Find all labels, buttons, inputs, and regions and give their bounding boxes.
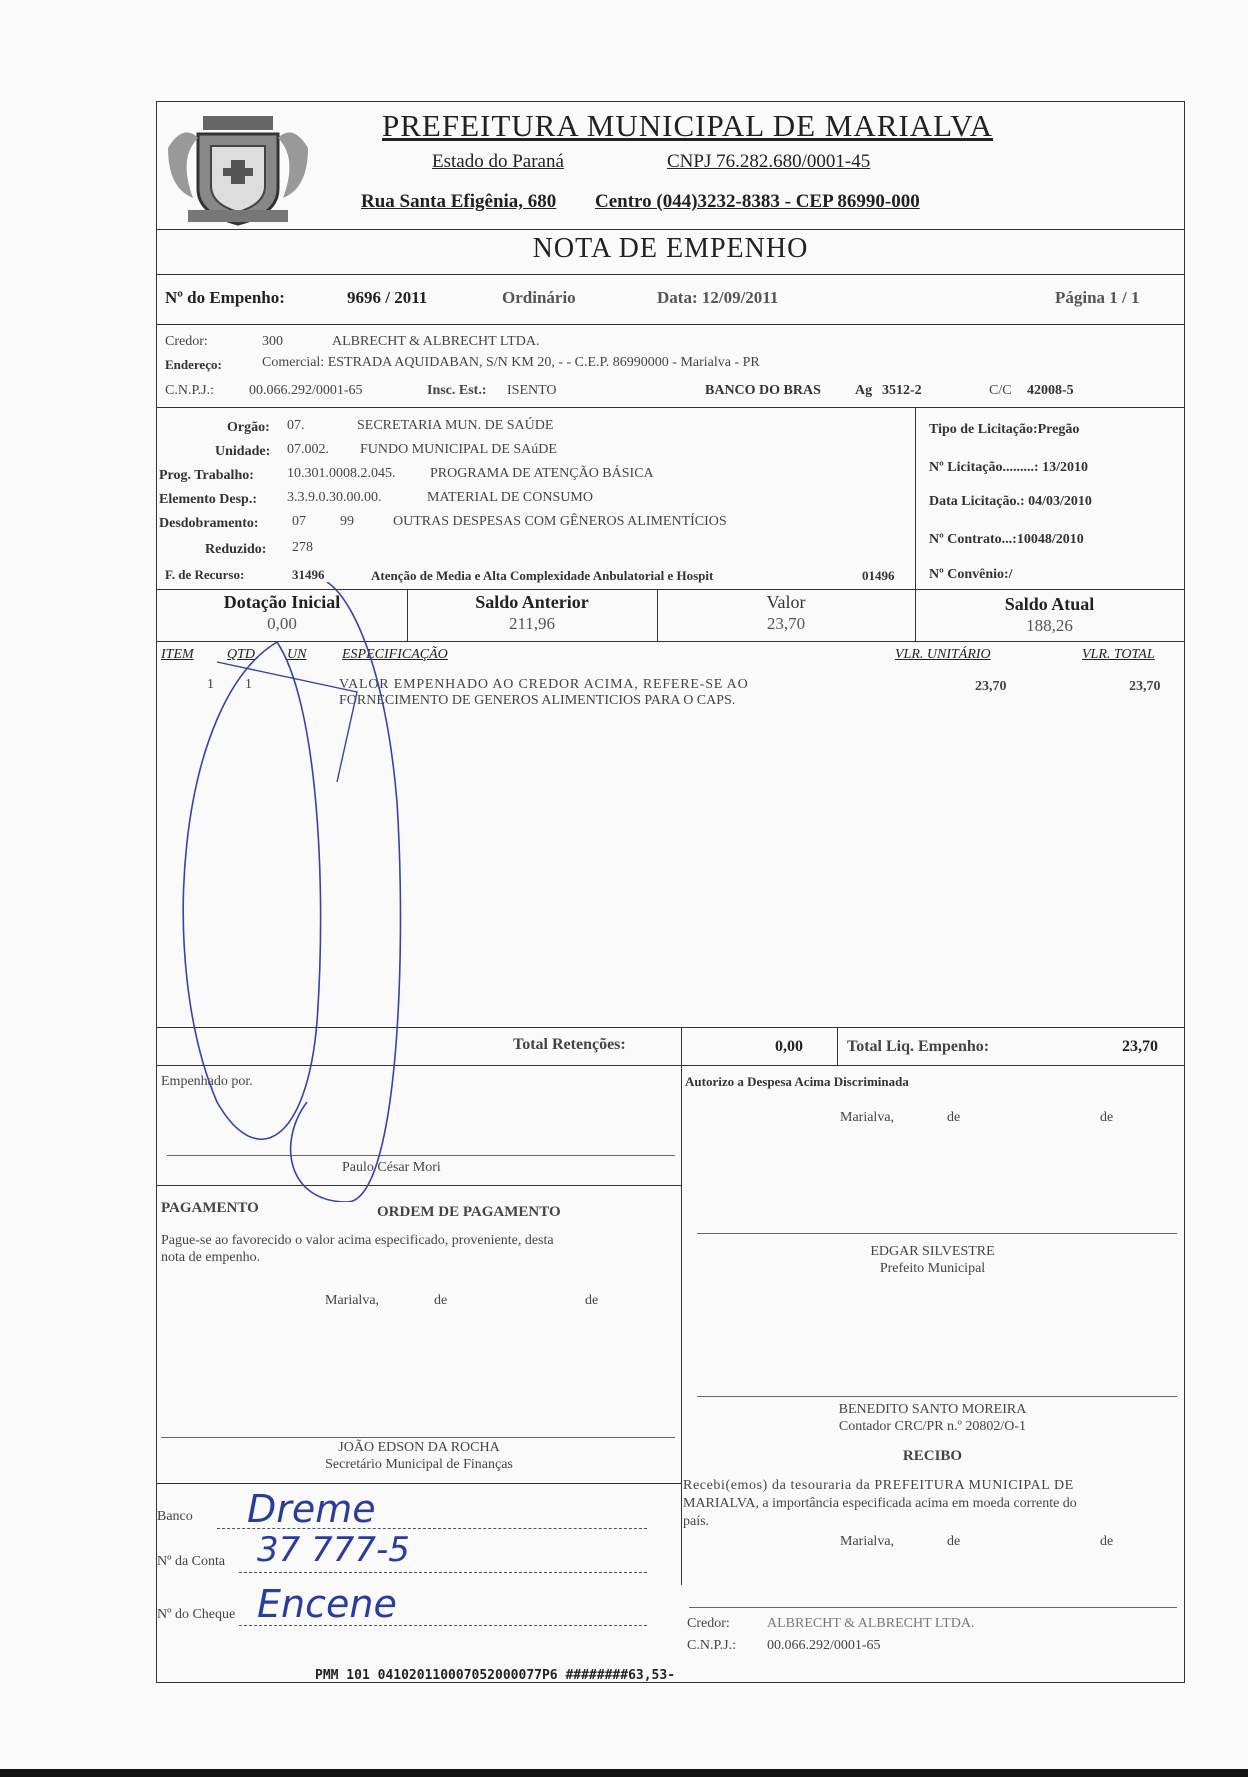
ag-label: Ag xyxy=(855,383,873,398)
divider xyxy=(837,1027,838,1065)
recibo-place: Marialva, xyxy=(840,1534,895,1549)
item-spec-line1: VALOR EMPENHADO AO CREDOR ACIMA, REFERE-SE AO xyxy=(339,677,749,692)
prog-code: 10.301.0008.2.045. xyxy=(287,466,396,481)
liq-label: Total Liq. Empenho: xyxy=(847,1038,990,1055)
desd-label: Desdobramento: xyxy=(159,516,259,531)
banco-label: Banco xyxy=(157,1509,193,1524)
elem-label: Elemento Desp.: xyxy=(159,492,257,507)
desd-name: OUTRAS DESPESAS COM GÊNEROS ALIMENTÍCIOS xyxy=(393,514,727,529)
contrato: Nº Contrato...:10048/2010 xyxy=(929,532,1084,547)
pagamento-de1: de xyxy=(434,1293,448,1308)
empenho-num-label: Nº do Empenho: xyxy=(165,288,285,307)
divider xyxy=(157,229,1184,230)
cheque-label: Nº do Cheque xyxy=(157,1607,236,1622)
credor-label: Credor: xyxy=(165,334,208,349)
cheque-handwriting: Encene xyxy=(257,1582,397,1626)
recibo-title: RECIBO xyxy=(902,1448,963,1464)
signer-paulo: Paulo César Mori xyxy=(342,1160,441,1175)
unidade-code: 07.002. xyxy=(287,442,329,457)
tipo-licitacao: Tipo de Licitação:Pregão xyxy=(929,422,1080,437)
autorizo-place: Marialva, xyxy=(840,1110,895,1125)
convenio: Nº Convênio:/ xyxy=(929,567,1013,582)
signature-line xyxy=(697,1396,1177,1397)
header-district: Centro (044)3232-8383 - CEP 86990-000 xyxy=(595,191,920,212)
credor-cnpj: 00.066.292/0001-65 xyxy=(249,383,363,398)
ordem-title: ORDEM DE PAGAMENTO xyxy=(377,1204,561,1220)
scan-edge xyxy=(0,1769,1248,1777)
ie-label: Insc. Est.: xyxy=(427,383,487,398)
recibo-text2: MARIALVA, a importância especificada acima em moeda corrente do xyxy=(683,1496,1077,1511)
col-item: ITEM xyxy=(161,647,194,662)
signature-line xyxy=(697,1233,1177,1234)
unidade-label: Unidade: xyxy=(215,444,271,459)
elem-name: MATERIAL DE CONSUMO xyxy=(427,490,593,505)
credor-ie: ISENTO xyxy=(507,383,557,398)
reduzido-value: 278 xyxy=(292,540,313,555)
signer-benedito: BENEDITO SANTO MOREIRA xyxy=(838,1402,1027,1417)
pagamento-title: PAGAMENTO xyxy=(161,1200,259,1216)
valor-label: Valor xyxy=(766,592,806,612)
divider xyxy=(681,1027,682,1065)
item-number: 1 xyxy=(207,677,214,692)
recurso-label: F. de Recurso: xyxy=(165,567,245,582)
signer-joao-role: Secretário Municipal de Finanças xyxy=(325,1457,513,1472)
divider xyxy=(157,324,1184,325)
signer-edgar-role: Prefeito Municipal xyxy=(879,1261,986,1276)
pagamento-text2: nota de empenho. xyxy=(161,1250,261,1265)
col-qtd: QTD xyxy=(227,647,256,662)
recibo-cnpj-label: C.N.P.J.: xyxy=(687,1638,737,1653)
col-total: VLR. TOTAL xyxy=(1082,647,1155,662)
divider xyxy=(915,407,916,589)
cnpj-label: C.N.P.J.: xyxy=(165,383,215,398)
pen-rubric-mark xyxy=(157,582,487,1202)
recurso-code: 31496 xyxy=(292,567,325,582)
address-label: Endereço: xyxy=(165,357,222,372)
atual-value: 188,26 xyxy=(1026,616,1073,635)
col-unit: VLR. UNITÁRIO xyxy=(895,647,991,662)
credor-name: ALBRECHT & ALBRECHT LTDA. xyxy=(332,334,540,349)
item-unit-price: 23,70 xyxy=(975,679,1007,694)
recibo-text1: Recebi(emos) da tesouraria da PREFEITURA MUNICIPAL DE xyxy=(683,1478,1074,1493)
signature-line xyxy=(689,1607,1177,1608)
reduzido-label: Reduzido: xyxy=(205,542,267,557)
signature-line xyxy=(161,1437,675,1438)
footer-code: PMM 101 041020110007052000077P6 ########63,53- xyxy=(315,1668,676,1683)
col-un: UN xyxy=(287,647,307,662)
empenhado-label: Empenhado por. xyxy=(161,1074,253,1089)
dotacao-value: 0,00 xyxy=(267,614,297,633)
valor-value: 23,70 xyxy=(766,614,806,633)
unidade-name: FUNDO MUNICIPAL DE SAúDE xyxy=(360,442,557,457)
dotacao-label: Dotação Inicial xyxy=(223,592,341,612)
recurso-code2: 01496 xyxy=(862,568,895,583)
empenho-page: Página 1 / 1 xyxy=(1055,288,1140,307)
pagamento-de2: de xyxy=(585,1293,599,1308)
conta-line xyxy=(239,1572,647,1573)
credor-address: Comercial: ESTRADA AQUIDABAN, S/N KM 20, - - C.E.P. 86990000 - Marialva - PR xyxy=(262,355,760,370)
recibo-de1: de xyxy=(947,1534,961,1549)
empenho-num: 9696 / 2011 xyxy=(347,288,428,307)
credor-cc: 42008-5 xyxy=(1027,383,1074,398)
empenho-date: Data: 12/09/2011 xyxy=(657,288,779,307)
recibo-de2: de xyxy=(1100,1534,1114,1549)
orgao-label: Orgão: xyxy=(227,420,270,435)
desd-code: 07 xyxy=(292,514,306,529)
divider xyxy=(681,1065,682,1585)
header-cnpj: CNPJ 76.282.680/0001-45 xyxy=(667,151,871,172)
orgao-name: SECRETARIA MUN. DE SAÚDE xyxy=(357,418,554,433)
desd-num: 99 xyxy=(340,514,354,529)
anterior-label: Saldo Anterior xyxy=(475,592,589,612)
coat-of-arms-logo xyxy=(163,108,313,233)
item-total-price: 23,70 xyxy=(1129,679,1161,694)
signer-joao: JOÃO EDSON DA ROCHA xyxy=(338,1440,500,1455)
anterior-value: 211,96 xyxy=(508,614,556,633)
divider xyxy=(157,1483,681,1484)
divider xyxy=(157,274,1184,275)
recurso-name: Atenção de Media e Alta Complexidade Anbulatorial e Hospit xyxy=(371,568,714,583)
autorizo-text: Autorizo a Despesa Acima Discriminada xyxy=(685,1074,909,1089)
col-spec: ESPECIFICAÇÃO xyxy=(342,647,448,662)
doc-type-title: NOTA DE EMPENHO xyxy=(532,233,809,264)
autorizo-de2: de xyxy=(1100,1110,1114,1125)
orgao-code: 07. xyxy=(287,418,305,433)
pagamento-text1: Pague-se ao favorecido o valor acima especificado, proveniente, desta xyxy=(161,1233,554,1248)
recibo-text3: país. xyxy=(683,1514,710,1529)
licitacao-data: Data Licitação.: 04/03/2010 xyxy=(929,494,1092,509)
document-frame xyxy=(156,101,1185,1683)
item-spec-line2: FORNECIMENTO DE GENEROS ALIMENTICIOS PARA O CAPS. xyxy=(339,693,736,708)
header-title: PREFEITURA MUNICIPAL DE MARIALVA xyxy=(382,108,994,143)
signer-benedito-role: Contador CRC/PR n.º 20802/O-1 xyxy=(838,1419,1027,1434)
prog-label: Prog. Trabalho: xyxy=(159,468,254,483)
header-address: Rua Santa Efigênia, 680 xyxy=(361,191,557,212)
conta-handwriting: 37 777-5 xyxy=(257,1530,410,1570)
divider xyxy=(157,407,1184,408)
empenho-kind: Ordinário xyxy=(502,288,576,307)
header-state: Estado do Paraná xyxy=(432,151,564,172)
signer-edgar: EDGAR SILVESTRE xyxy=(870,1244,995,1259)
recibo-credor-label: Credor: xyxy=(687,1616,730,1631)
retencoes-value: 0,00 xyxy=(775,1038,803,1055)
elem-code: 3.3.9.0.30.00.00. xyxy=(287,490,382,505)
autorizo-de1: de xyxy=(947,1110,961,1125)
conta-label: Nº da Conta xyxy=(157,1554,226,1569)
atual-label: Saldo Atual xyxy=(1004,594,1095,614)
banco-handwriting: Dreme xyxy=(247,1487,376,1531)
liq-value: 23,70 xyxy=(1122,1038,1158,1055)
credor-ag: 3512-2 xyxy=(882,383,922,398)
recibo-credor: ALBRECHT & ALBRECHT LTDA. xyxy=(767,1616,975,1631)
pagamento-place: Marialva, xyxy=(325,1293,380,1308)
credor-bank: BANCO DO BRAS xyxy=(705,383,821,398)
licitacao-num: Nº Licitação.........: 13/2010 xyxy=(929,460,1088,475)
item-qtd: 1 xyxy=(245,677,252,692)
retencoes-label: Total Retenções: xyxy=(513,1036,626,1053)
credor-code: 300 xyxy=(262,334,283,349)
prog-name: PROGRAMA DE ATENÇÃO BÁSICA xyxy=(430,466,654,481)
recibo-cnpj: 00.066.292/0001-65 xyxy=(767,1638,881,1653)
cc-label: C/C xyxy=(989,383,1012,398)
